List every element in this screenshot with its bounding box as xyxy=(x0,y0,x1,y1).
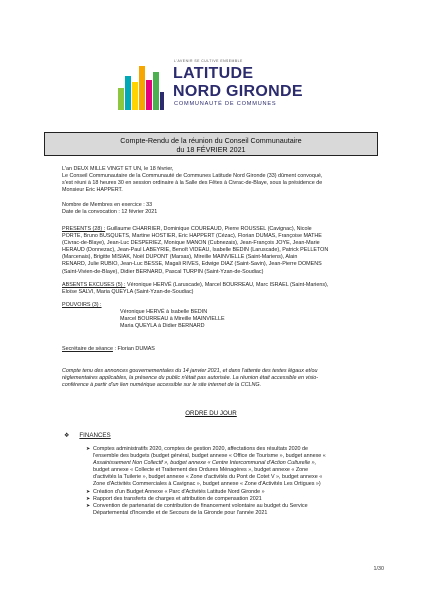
list-item xyxy=(86,496,386,503)
finances-items-list xyxy=(86,446,386,517)
list-item-line: Assainissement Non Collectif », budget annexe « Centre Intercommunal d'Action Culturelle », xyxy=(93,460,317,467)
list-item-line: l'ensemble des budgets (budget général, budget annexe « Office de Tourisme », budget annexe « xyxy=(93,453,326,460)
intro-paragraph xyxy=(62,166,386,194)
list-item-line: Zone d'Activités Commerciales à Cavignac », budget annexe « Zone d'Activités Les Ortigues ») xyxy=(93,481,321,488)
absents-line: Eloïse SALVI, Maria QUEYLA (Saint-Yzan-de-Soudiac) xyxy=(62,289,194,296)
presents-label: PRESENTS (28) : xyxy=(62,226,106,232)
notice-line: conférence à partir d'un lien numérique accessible sur le site internet de la CCLNG. xyxy=(62,382,262,389)
intro-line: L'an DEUX MILLE VINGT ET UN, le 18 février, xyxy=(62,166,174,172)
absents-line: Véronique HERVÉ (Laruscade), Marcel BOURREAU, Marc ISRAEL (Saint-Mariens), xyxy=(125,282,329,288)
presents-line: PORTE, Bruno BUSQUETS, Martine HOSTIER, Eric HAPPERT (Cézac), Florian DUMAS, Françoise MATHE xyxy=(62,233,322,240)
members-count: Nombre de Membres en exercice : 33 xyxy=(62,202,153,208)
presents-section xyxy=(62,226,386,276)
pouvoirs-list xyxy=(120,309,225,330)
pouvoir-item: Marcel BOURREAU à Mireille MAINVIELLE xyxy=(120,316,225,323)
presents-line: (Marcenais), Brigitte MISIAK, Noël DUPONT (Marsas), Mireille MAINVIELLE (Saint-Mariens), Alain xyxy=(62,254,298,261)
secretaire-value: : Florian DUMAS xyxy=(112,346,155,352)
logo-line3: COMMUNAUTÉ DE COMMUNES xyxy=(174,101,277,107)
list-item-line: Rapport des transferts de charges et attribution de compensation 2021 xyxy=(93,495,262,502)
presents-line: HERAUD (Donnezac), Jean-Paul LABEYRIE, Benoît VIDEAU, Isabelle BEDIN (Laruscade), Patrick PELLETON xyxy=(62,247,329,254)
pouvoir-item: Maria QUEYLA à Didier BERNARD xyxy=(120,323,205,330)
report-title-line1: Compte-Rendu de la réunion du Conseil Communautaire xyxy=(120,136,302,145)
public-access-notice xyxy=(62,368,386,389)
intro-line: Monsieur Eric HAPPERT. xyxy=(62,187,123,194)
presents-line: (Civrac-de-Blaye), Jean-Luc DESPERIEZ, Monique MANON (Cubnezais), Jean-François JOYE, Jean-Marie xyxy=(62,240,320,247)
intro-line: s'est réuni à 18 heures 30 en session ordinaire à la Salle des Fêtes à Civrac-de-Blaye, sous la présidence de xyxy=(62,180,323,187)
report-title-box xyxy=(44,132,378,156)
absents-label: ABSENTS EXCUSES (5) : xyxy=(62,282,126,288)
absents-section xyxy=(62,282,386,296)
list-item xyxy=(86,489,386,496)
arrow-bullet-icon: ➤ xyxy=(86,446,91,452)
list-item-line: budget annexe « Collecte et Traitement des Ordures Ménagères », budget annexe « Zone xyxy=(93,467,309,474)
report-title-line2: du 18 FÉVRIER 2021 xyxy=(176,145,246,154)
ordre-du-jour-heading: ORDRE DU JOUR xyxy=(185,410,237,417)
pouvoir-item: Véronique HERVÉ à Isabelle BEDIN xyxy=(120,309,208,315)
arrow-bullet-icon: ➤ xyxy=(86,502,91,509)
finances-heading-text: FINANCES xyxy=(79,432,111,439)
list-item-line: Départemental d'Incendie et de Secours de la Gironde pour l'année 2021 xyxy=(93,509,268,516)
finances-heading xyxy=(64,432,111,439)
logo-line1: LATITUDE xyxy=(173,65,254,82)
list-item-line: Création d'un Budget Annexe « Parc d'Activités Latitude Nord Gironde » xyxy=(93,488,265,495)
secretaire-label: Secrétaire de séance xyxy=(62,346,113,352)
list-item-line: d'activités la Tuilerie », budget annexe « Zone d'activités du Pont de Cotet V », budget annexe « xyxy=(93,474,323,481)
secretaire-section xyxy=(62,346,386,353)
logo-tagline: L'AVENIR SE CULTIVE ENSEMBLE xyxy=(174,59,243,63)
presents-line: (Saint-Vivien-de-Blaye), Didier BERNARD, Pascal TURPIN (Saint-Yzan-de-Soudiac) xyxy=(62,268,264,275)
diamond-bullet-icon: ❖ xyxy=(64,433,70,439)
list-item-line: Comptes administratifs 2020, comptes de gestion 2020, affectations des résultats 2020 de xyxy=(93,446,309,452)
notice-line: Compte tenu des annonces gouvernementales du 14 janvier 2021, et dans l'attente des textes légaux et/ou xyxy=(62,368,318,374)
convocation-date: Date de la convocation : 12 février 2021 xyxy=(62,209,158,216)
arrow-bullet-icon: ➤ xyxy=(86,488,91,495)
pouvoirs-label: POUVOIRS (3) : xyxy=(62,302,102,308)
members-info xyxy=(62,202,386,216)
arrow-bullet-icon: ➤ xyxy=(86,495,91,502)
page-number: 1/30 xyxy=(373,566,384,572)
list-item xyxy=(86,446,386,489)
intro-line: Le Conseil Communautaire de la Communauté de Communes Latitude Nord Gironde (33) dûment convoqué, xyxy=(62,173,323,180)
notice-line: réglementaires applicables, la présence du public n'était pas autorisée. La réunion était accessible en visio- xyxy=(62,375,319,382)
list-item xyxy=(86,503,386,517)
logo-bars-graphic xyxy=(118,64,164,110)
presents-line: RENARD, Julie RUBIO, Jean-Luc BESSE, Magali RIVES, Edwige DIAZ (Saint-Savin), Jean-Pierre DOMENS xyxy=(62,261,322,268)
list-item-line: Convention de partenariat de contribution de financement volontaire au budget du Service xyxy=(93,502,308,509)
latitude-nord-gironde-logo xyxy=(118,58,308,118)
presents-line: Guillaume CHARRIER, Dominique COUREAUD, Pierre ROUSSEL (Cavignac), Nicole xyxy=(105,226,312,232)
logo-line2: NORD GIRONDE xyxy=(173,83,303,100)
